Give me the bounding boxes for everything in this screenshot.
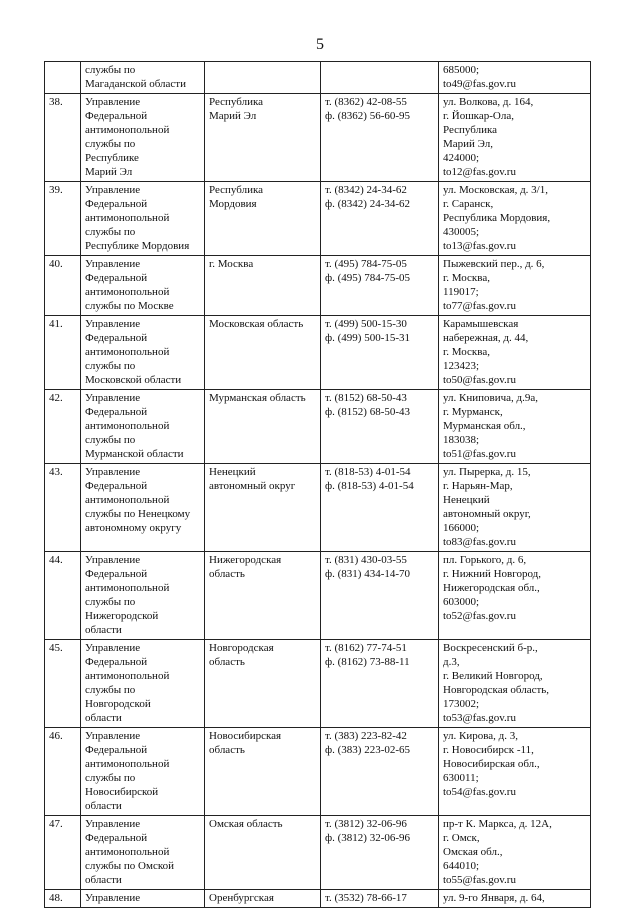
table-row <box>45 816 591 890</box>
office-name: Управление Федеральной антимонопольной службы по Новосибирской области <box>81 728 205 816</box>
offices-table <box>44 61 591 908</box>
address: Карамышевская набережная, д. 44, г. Москва, 123423; to50@fas.gov.ru <box>439 316 591 390</box>
office-name: службы по Магаданской области <box>81 62 205 94</box>
address: Пыжевский пер., д. 6, г. Москва, 119017; to77@fas.gov.ru <box>439 256 591 316</box>
address: ул. 9-го Января, д. 64, <box>439 890 591 908</box>
address: ул. Волкова, д. 164, г. Йошкар-Ола, Республика Марий Эл, 424000; to12@fas.gov.ru <box>439 94 591 182</box>
row-number: 38. <box>45 94 81 182</box>
row-number: 41. <box>45 316 81 390</box>
region: г. Москва <box>205 256 321 316</box>
office-name: Управление Федеральной антимонопольной службы по Московской области <box>81 316 205 390</box>
region: Ненецкий автономный округ <box>205 464 321 552</box>
region <box>205 62 321 94</box>
row-number: 48. <box>45 890 81 908</box>
office-name: Управление Федеральной антимонопольной службы по Нижегородской области <box>81 552 205 640</box>
phone-fax: т. (3812) 32-06-96 ф. (3812) 32-06-96 <box>321 816 439 890</box>
region: Омская область <box>205 816 321 890</box>
table-row <box>45 316 591 390</box>
row-number: 39. <box>45 182 81 256</box>
phone-fax: т. (3532) 78-66-17 <box>321 890 439 908</box>
address: пл. Горького, д. 6, г. Нижний Новгород, Нижегородская обл., 603000; to52@fas.gov.ru <box>439 552 591 640</box>
phone-fax: т. (831) 430-03-55 ф. (831) 434-14-70 <box>321 552 439 640</box>
table-row <box>45 256 591 316</box>
office-name: Управление Федеральной антимонопольной службы по Мурманской области <box>81 390 205 464</box>
office-name: Управление Федеральной антимонопольной службы по Республике Марий Эл <box>81 94 205 182</box>
phone-fax: т. (383) 223-82-42 ф. (383) 223-02-65 <box>321 728 439 816</box>
phone-fax: т. (8152) 68-50-43 ф. (8152) 68-50-43 <box>321 390 439 464</box>
table-row <box>45 94 591 182</box>
page-number: 5 <box>316 36 324 53</box>
address: ул. Кирова, д. 3, г. Новосибирск -11, Новосибирская обл., 630011; to54@fas.gov.ru <box>439 728 591 816</box>
office-name: Управление Федеральной антимонопольной службы по Омской области <box>81 816 205 890</box>
region: Мурманская область <box>205 390 321 464</box>
row-number: 44. <box>45 552 81 640</box>
phone-fax: т. (495) 784-75-05 ф. (495) 784-75-05 <box>321 256 439 316</box>
region: Оренбургская <box>205 890 321 908</box>
table-row <box>45 640 591 728</box>
phone-fax: т. (8162) 77-74-51 ф. (8162) 73-88-11 <box>321 640 439 728</box>
region: Республика Марий Эл <box>205 94 321 182</box>
offices-table-body <box>45 62 591 908</box>
table-row <box>45 552 591 640</box>
phone-fax: т. (818-53) 4-01-54 ф. (818-53) 4-01-54 <box>321 464 439 552</box>
phone-fax: т. (8362) 42-08-55 ф. (8362) 56-60-95 <box>321 94 439 182</box>
row-number: 40. <box>45 256 81 316</box>
address: ул. Московская, д. 3/1, г. Саранск, Республика Мордовия, 430005; to13@fas.gov.ru <box>439 182 591 256</box>
phone-fax: т. (499) 500-15-30 ф. (499) 500-15-31 <box>321 316 439 390</box>
office-name: Управление Федеральной антимонопольной службы по Новгородской области <box>81 640 205 728</box>
region: Нижегородская область <box>205 552 321 640</box>
table-row <box>45 182 591 256</box>
row-number: 45. <box>45 640 81 728</box>
table-row <box>45 728 591 816</box>
row-number <box>45 62 81 94</box>
address: ул. Книповича, д.9а, г. Мурманск, Мурманская обл., 183038; to51@fas.gov.ru <box>439 390 591 464</box>
row-number: 42. <box>45 390 81 464</box>
address: ул. Пырерка, д. 15, г. Нарьян-Мар, Ненецкий автономный округ, 166000; to83@fas.gov.ru <box>439 464 591 552</box>
phone-fax: т. (8342) 24-34-62 ф. (8342) 24-34-62 <box>321 182 439 256</box>
region: Республика Мордовия <box>205 182 321 256</box>
address: Воскресенский б-р., д.3, г. Великий Новгород, Новгородская область, 173002; to53@fas.gov.ru <box>439 640 591 728</box>
row-number: 46. <box>45 728 81 816</box>
office-name: Управление <box>81 890 205 908</box>
region: Новгородская область <box>205 640 321 728</box>
table-row <box>45 464 591 552</box>
office-name: Управление Федеральной антимонопольной службы по Республике Мордовия <box>81 182 205 256</box>
phone-fax <box>321 62 439 94</box>
row-number: 43. <box>45 464 81 552</box>
table-row <box>45 62 591 94</box>
region: Новосибирская область <box>205 728 321 816</box>
region: Московская область <box>205 316 321 390</box>
address: пр-т К. Маркса, д. 12А, г. Омск, Омская обл., 644010; to55@fas.gov.ru <box>439 816 591 890</box>
table-row <box>45 390 591 464</box>
office-name: Управление Федеральной антимонопольной службы по Ненецкому автономному округу <box>81 464 205 552</box>
row-number: 47. <box>45 816 81 890</box>
office-name: Управление Федеральной антимонопольной службы по Москве <box>81 256 205 316</box>
address: 685000; to49@fas.gov.ru <box>439 62 591 94</box>
